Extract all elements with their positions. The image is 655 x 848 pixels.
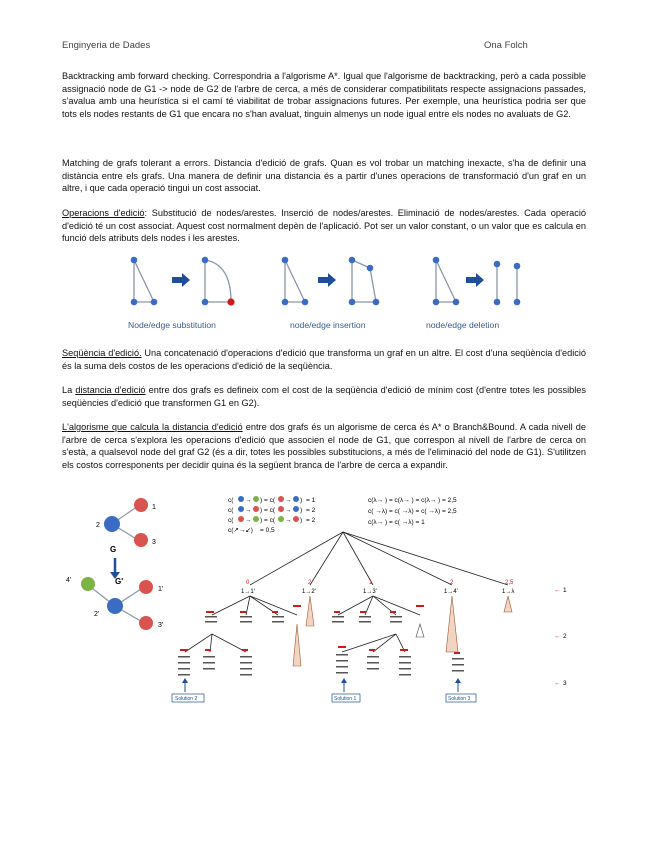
- l1-label-3: 1→4': [444, 589, 458, 595]
- arrow-right-icon: [318, 273, 336, 287]
- text-distancia: entre dos grafs es defineix com el cost de la seqüència d'edició de mínim cost (d'entre totes les possibles seqüències d'edició que transformen G1 en G2).: [62, 385, 586, 408]
- graph-node: [433, 257, 440, 264]
- node-g-1-label: 1: [152, 504, 156, 511]
- svg-text:←: ←: [554, 633, 561, 640]
- paragraph-distancia: [62, 384, 586, 409]
- node-g-2: [104, 516, 120, 532]
- graph-node: [151, 299, 158, 306]
- l1-label-4: 1→λ: [502, 589, 515, 595]
- svg-text:→: →: [285, 507, 292, 514]
- svg-text:→: →: [245, 497, 252, 504]
- cost-table-right: [368, 497, 457, 526]
- cost-right-2: c( →λ) = c( →λ) = c( →λ) = 2,5: [368, 508, 457, 515]
- pruned-subtree: [504, 596, 512, 612]
- node-g-3-label: 3: [152, 539, 156, 546]
- l1-cost-4: 2,5: [505, 580, 514, 586]
- term-algorisme: L'algorisme que calcula la distancia d'edició: [62, 422, 243, 432]
- svg-text:) = c(: ) = c(: [260, 507, 275, 514]
- graph-node: [202, 257, 209, 264]
- solution-markers: [172, 678, 476, 702]
- substituted-node: [227, 298, 234, 305]
- node-g2-2-label: 2': [94, 611, 100, 618]
- tree-deeper-labels: [178, 616, 464, 676]
- svg-text:) = c(: ) = c(: [260, 517, 275, 524]
- insertion-diagram: [282, 257, 380, 306]
- paragraph-algorisme: [62, 421, 586, 471]
- graph-g-name: G: [110, 545, 117, 554]
- level-1: 1: [563, 587, 567, 594]
- l1-cost-2: 1: [369, 580, 373, 586]
- graph-g-prime: [66, 577, 163, 630]
- edit-operations-figure: [120, 254, 530, 316]
- svg-text:) = c(: ) = c(: [260, 497, 275, 504]
- pruned-subtree: [306, 596, 314, 626]
- text-operacions: : Substitució de nodes/arestes. Inserció de nodes/arestes. Eliminació de nodes/arestes. Cada operació d'edició té un cost associat. Aquest cost normalment depèn de l'aplicació. Pot ser un valor constant, o un valor que es calcula en funció dels atributs dels nodes i les arestes.: [62, 208, 586, 244]
- level-markers: [554, 587, 567, 687]
- label-substitution: Node/edge substitution: [128, 320, 216, 330]
- cost-right-3: c(λ→ ) = c( →λ) = 1: [368, 519, 425, 526]
- graph-g: [96, 498, 156, 554]
- solution-3-label: Solution 3: [448, 696, 471, 702]
- term-operacions: Operacions d'edició: [62, 208, 145, 218]
- tree-level-1: [241, 580, 514, 595]
- node-g2-3: [139, 616, 153, 630]
- pruned-subtree: [416, 624, 424, 637]
- term-sequencia: Seqüència d'edició.: [62, 348, 142, 358]
- svg-text:c(↗→↙): c(↗→↙): [228, 527, 253, 534]
- node-g2-2: [107, 598, 123, 614]
- label-insertion: node/edge insertion: [290, 320, 366, 330]
- l1-cost-1: 2: [308, 580, 312, 586]
- level-2: 2: [563, 633, 567, 640]
- header-left: Enginyeria de Dades: [62, 40, 151, 51]
- node-g2-1-label: 1': [158, 586, 164, 593]
- svg-text:←: ←: [554, 680, 561, 687]
- node-g-1: [134, 498, 148, 512]
- graph-node: [349, 257, 356, 264]
- paragraph-backtracking: Backtracking amb forward checking. Correspondria a l'algorisme A*. Igual que l'algorisme de backtracking, però a cada possible assignació node de G1 -> node de G2 de l'arbre de cerca, a més de considerar compatibilitats respecte assignacions passades, s'avalua amb una heurística si el camí té viabilitat de trobar assignacions futures. Per exemple, una heurística podria ser que tots els nodes restants de G1 que encara no s'han avaluat, tinguin almenys un node igual entre els nodes no avaluats de G2.: [62, 71, 586, 119]
- text-sequencia: Una concatenació d'operacions d'edició que transforma un graf en un altre. El cost d'una seqüència d'edició és la suma dels costos de les operacions d'edició de la seqüència.: [62, 348, 586, 371]
- graph-node: [514, 263, 521, 270]
- graph-node: [494, 261, 501, 268]
- deletion-diagram: [433, 257, 521, 306]
- cost-left-2: = 2: [306, 507, 316, 514]
- paragraph-operacions: [62, 207, 586, 245]
- cost-left-4: = 0,5: [260, 527, 275, 534]
- svg-text:): ): [300, 507, 303, 514]
- graph-node: [433, 299, 440, 306]
- term-distancia: distancia d'edició: [75, 385, 146, 395]
- svg-text:): ): [300, 497, 303, 504]
- graph-node: [282, 257, 289, 264]
- arrow-right-icon: [172, 273, 190, 287]
- pruned-subtree: [293, 624, 301, 666]
- graph-node: [302, 299, 309, 306]
- label-deletion: node/edge deletion: [426, 320, 500, 330]
- svg-text:←: ←: [554, 587, 561, 594]
- graph-node: [373, 299, 380, 306]
- inserted-node: [367, 265, 374, 272]
- l1-cost-3: 2: [450, 580, 454, 586]
- l1-cost-0: 0: [246, 580, 250, 586]
- node-g2-1: [139, 580, 153, 594]
- l1-label-0: 1→1': [241, 589, 255, 595]
- node-g2-3-label: 3': [158, 622, 164, 629]
- cost-table-left: [228, 496, 316, 534]
- svg-text:→: →: [245, 507, 252, 514]
- text-distancia-pre: La: [62, 385, 76, 395]
- solution-2-label: Solution 2: [175, 696, 198, 702]
- header-right: Ona Folch: [484, 40, 528, 51]
- pruned-subtree: [446, 596, 458, 652]
- tree-edges: [185, 532, 508, 652]
- graph-node: [494, 299, 501, 306]
- graph-node: [282, 299, 289, 306]
- graph-node: [202, 299, 209, 306]
- graph-g2-name: G': [115, 577, 124, 586]
- node-g2-4-label: 4': [66, 577, 72, 584]
- node-g-2-label: 2: [96, 522, 100, 529]
- svg-text:c(: c(: [228, 517, 234, 524]
- svg-text:→: →: [245, 517, 252, 524]
- node-g2-4: [81, 577, 95, 591]
- cost-left-1: = 1: [306, 497, 316, 504]
- text-algorisme: entre dos grafs és un algorisme de cerca és A* o Branch&Bound. A cada nivell de l'arbre de cerca s'explora les operacions d'edició que associen el node de G1, que correspon al nivell de l'arbre de cerca on s'està, a qualsevol node del graf G2 (és a dir, totes les possibles substitucions, a més de l'eliminació del node de G1). S'utilitzen els costos corresponents per decidir quina és la següent branca de l'arbre de cerca a expandir.: [62, 422, 587, 470]
- cost-left-3: = 2: [306, 517, 316, 524]
- svg-text:→: →: [285, 497, 292, 504]
- svg-text:c(: c(: [228, 507, 234, 514]
- graph-node: [131, 257, 138, 264]
- search-tree-figure: [60, 492, 580, 714]
- paragraph-matching: Matching de grafs tolerant a errors. Distancia d'edició de grafs. Quan es vol trobar un matching inexacte, s'ha de definir una distància entre els grafs. Una manera de definir una distancia és a partir d'unes operacions de transformació d'un graf en un altre, i que cada operació tingui un cost associat.: [62, 158, 586, 194]
- paragraph-sequencia: [62, 347, 586, 372]
- svg-text:): ): [300, 517, 303, 524]
- graph-node: [453, 299, 460, 306]
- substitution-diagram: [131, 257, 235, 306]
- cost-right-1: c(λ→ ) = c(λ→ ) = c(λ→ ) = 2,5: [368, 497, 457, 504]
- svg-text:c(: c(: [228, 497, 234, 504]
- level-3: 3: [563, 680, 567, 687]
- node-g-3: [134, 533, 148, 547]
- arrow-right-icon: [466, 273, 484, 287]
- l1-label-2: 1→3': [363, 589, 377, 595]
- svg-text:→: →: [285, 517, 292, 524]
- graph-node: [131, 299, 138, 306]
- graph-node: [514, 299, 521, 306]
- solution-1-label: Solution 1: [334, 696, 357, 702]
- graph-node: [349, 299, 356, 306]
- l1-label-1: 1→2': [302, 589, 316, 595]
